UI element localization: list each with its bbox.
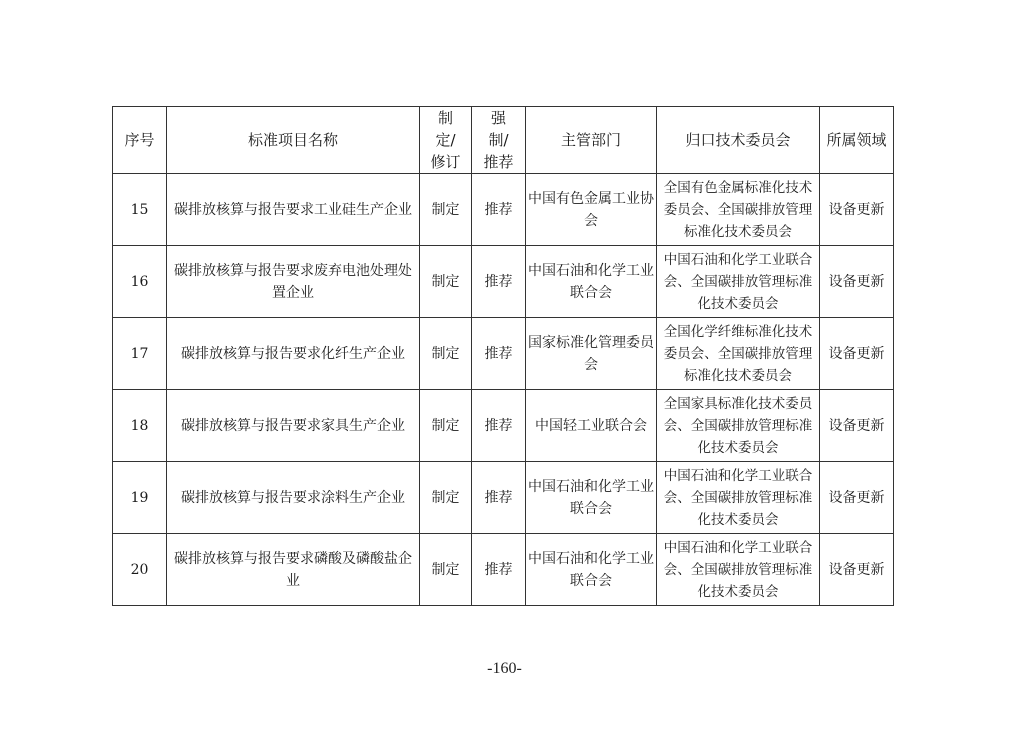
cell-department: 中国石油和化学工业联合会 <box>526 462 657 534</box>
cell-field: 设备更新 <box>820 534 894 606</box>
cell-mandatory: 推荐 <box>472 534 526 606</box>
table-row <box>113 390 894 462</box>
standards-table <box>112 106 894 606</box>
cell-committee: 全国化学纤维标准化技术委员会、全国碳排放管理标准化技术委员会 <box>657 318 820 390</box>
cell-type: 制定 <box>420 174 472 246</box>
cell-mandatory: 推荐 <box>472 318 526 390</box>
table-header-row <box>113 107 894 174</box>
cell-name: 碳排放核算与报告要求磷酸及磷酸盐企业 <box>167 534 420 606</box>
cell-department: 中国石油和化学工业联合会 <box>526 246 657 318</box>
cell-committee: 全国家具标准化技术委员会、全国碳排放管理标准化技术委员会 <box>657 390 820 462</box>
cell-name: 碳排放核算与报告要求化纤生产企业 <box>167 318 420 390</box>
table-row <box>113 534 894 606</box>
cell-seq: 15 <box>113 174 167 246</box>
cell-field: 设备更新 <box>820 390 894 462</box>
cell-mandatory: 推荐 <box>472 174 526 246</box>
cell-seq: 18 <box>113 390 167 462</box>
cell-name: 碳排放核算与报告要求家具生产企业 <box>167 390 420 462</box>
cell-name: 碳排放核算与报告要求涂料生产企业 <box>167 462 420 534</box>
header-committee: 归口技术委员会 <box>657 107 820 174</box>
cell-mandatory: 推荐 <box>472 462 526 534</box>
cell-field: 设备更新 <box>820 318 894 390</box>
header-seq: 序号 <box>113 107 167 174</box>
table-row <box>113 174 894 246</box>
cell-seq: 17 <box>113 318 167 390</box>
cell-field: 设备更新 <box>820 246 894 318</box>
cell-committee: 中国石油和化学工业联合会、全国碳排放管理标准化技术委员会 <box>657 462 820 534</box>
cell-type: 制定 <box>420 462 472 534</box>
cell-committee: 全国有色金属标准化技术委员会、全国碳排放管理标准化技术委员会 <box>657 174 820 246</box>
cell-department: 中国石油和化学工业联合会 <box>526 534 657 606</box>
header-type: 制定/修订 <box>420 107 472 174</box>
cell-department: 中国轻工业联合会 <box>526 390 657 462</box>
cell-type: 制定 <box>420 246 472 318</box>
cell-type: 制定 <box>420 318 472 390</box>
cell-committee: 中国石油和化学工业联合会、全国碳排放管理标准化技术委员会 <box>657 246 820 318</box>
page-number: -160- <box>487 660 522 677</box>
table-row <box>113 318 894 390</box>
cell-name: 碳排放核算与报告要求废弃电池处理处置企业 <box>167 246 420 318</box>
cell-field: 设备更新 <box>820 462 894 534</box>
table-row <box>113 462 894 534</box>
cell-mandatory: 推荐 <box>472 246 526 318</box>
cell-mandatory: 推荐 <box>472 390 526 462</box>
cell-seq: 16 <box>113 246 167 318</box>
cell-seq: 19 <box>113 462 167 534</box>
cell-department: 中国有色金属工业协会 <box>526 174 657 246</box>
cell-type: 制定 <box>420 534 472 606</box>
cell-seq: 20 <box>113 534 167 606</box>
header-field: 所属领域 <box>820 107 894 174</box>
cell-committee: 中国石油和化学工业联合会、全国碳排放管理标准化技术委员会 <box>657 534 820 606</box>
cell-type: 制定 <box>420 390 472 462</box>
cell-name: 碳排放核算与报告要求工业硅生产企业 <box>167 174 420 246</box>
cell-department: 国家标准化管理委员会 <box>526 318 657 390</box>
cell-field: 设备更新 <box>820 174 894 246</box>
table-row <box>113 246 894 318</box>
header-department: 主管部门 <box>526 107 657 174</box>
header-name: 标准项目名称 <box>167 107 420 174</box>
header-mandatory: 强制/推荐 <box>472 107 526 174</box>
